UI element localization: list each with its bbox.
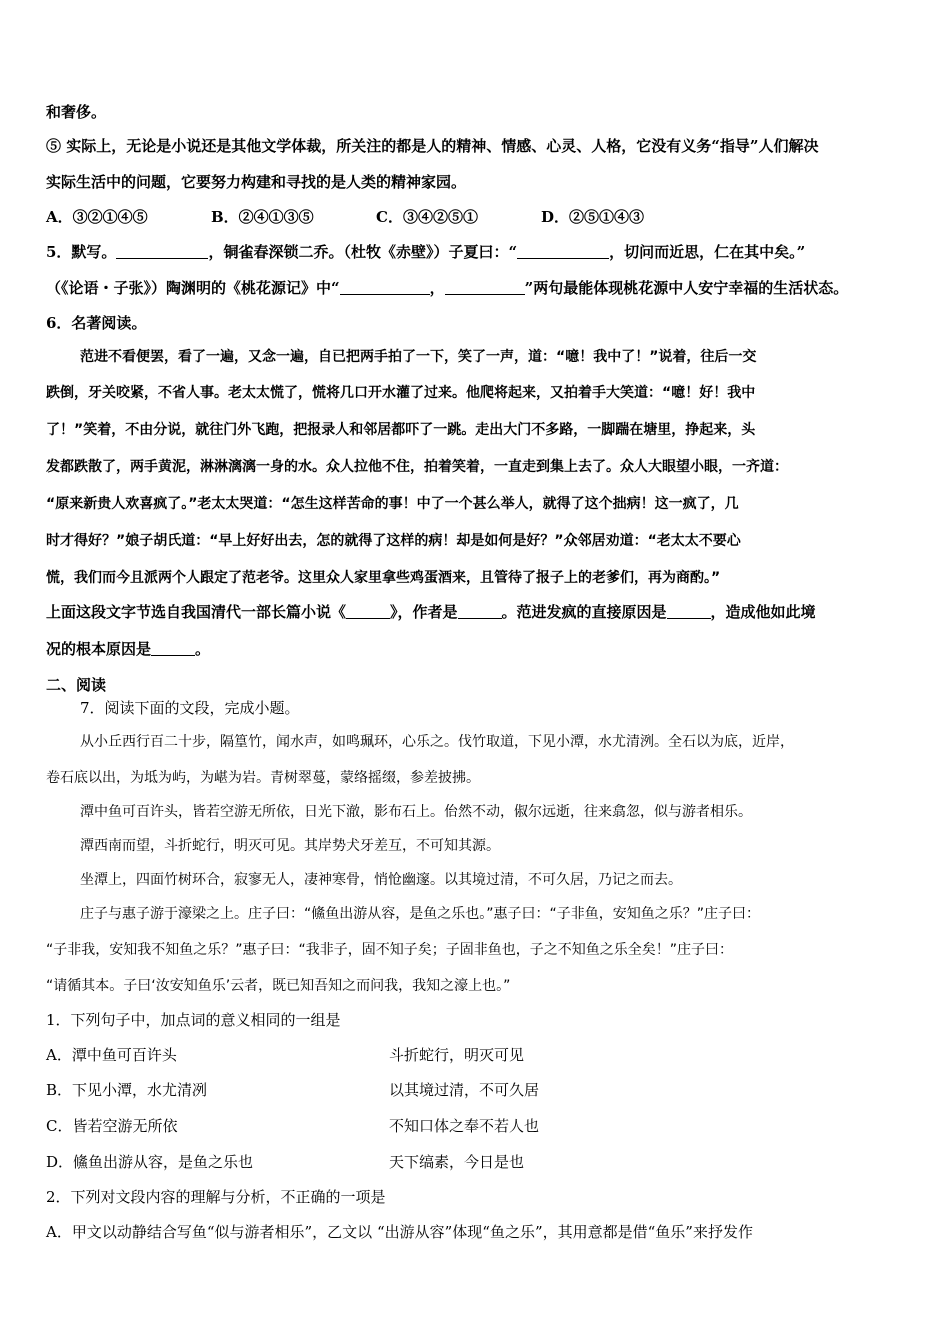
sub-q1-option-c (46, 1116, 906, 1136)
q4-option-b: B．②④①③⑤ (211, 208, 314, 226)
q4-options (46, 207, 644, 227)
q4-option-a: A．③②①④⑤ (46, 208, 148, 226)
blank-2 (517, 244, 609, 259)
q6-question-line-1 (46, 602, 816, 622)
novel-para-4: 发都跌散了，两手黄泥，淋淋漓漓一身的水。众人拉他不住，拍着笑着，一直走到集上去了。众人大眼望小眼，一齐道： (46, 459, 788, 475)
passage-line-7: “子非我，安知我不知鱼之乐？”惠子曰：“我非子，固不知子矣；子固非鱼也，子之不知鱼之乐全矣！”庄子曰： (46, 942, 734, 958)
novel-para-2: 跌倒，牙关咬紧，不省人事。老太太慌了，慌将几口开水灌了过来。他爬将起来，又拍着手大笑道：“噫！好！我中 (46, 385, 756, 401)
q6-text-5: 况的根本原因是 (46, 640, 152, 658)
passage-line-2: 卷石底以出，为坻为屿，为嵁为岩。青树翠蔓，蒙络摇缀，参差披拂。 (46, 770, 480, 786)
passage-line-8: “请循其本。子曰‘汝安知鱼乐’云者，既已知吾知之而问我，我知之濠上也。” (46, 978, 511, 994)
blank-1 (116, 244, 208, 259)
q5-text-1: ，铜雀春深锁二乔。（杜牧《赤壁》）子夏曰：“ (208, 243, 518, 261)
option-d-right: 天下缟素，今日是也 (389, 1153, 525, 1171)
q6-text-1: 上面这段文字节选自我国清代一部长篇小说《 (46, 603, 347, 621)
text-line-1: 和奢侈。 (46, 103, 107, 121)
blank-4 (445, 280, 525, 295)
q5-line-1 (46, 242, 805, 262)
sub-q1-option-a (46, 1045, 906, 1065)
q6-heading: 6．名著阅读。 (46, 314, 147, 332)
passage-line-3: 潭中鱼可百许头，皆若空游无所依，日光下澈，影布石上。佁然不动，俶尔远逝，往来翕忽，似与游者相乐。 (80, 804, 752, 820)
novel-para-1: 范进不看便罢，看了一遍，又念一遍，自已把两手拍了一下，笑了一声，道：“噫！我中了！”说着，往后一交 (80, 349, 757, 365)
q4-option-d: D．②⑤①④③ (541, 208, 645, 226)
option-d-left: D．鯈鱼出游从容，是鱼之乐也 (46, 1153, 254, 1171)
q5-text-3: （《论语・子张》）陶渊明的《桃花源记》中“ (46, 279, 340, 297)
sub-q1-option-b (46, 1080, 906, 1100)
option-c-right: 不知口体之奉不若人也 (389, 1117, 540, 1135)
sub-question-2: 2．下列对文段内容的理解与分析，不正确的一项是 (46, 1188, 386, 1206)
q5-text-5: ”两句最能体现桃花源中人安宁幸福的生活状态。 (524, 279, 849, 297)
option-b-right: 以其境过清，不可久居 (389, 1081, 540, 1099)
text-line-2: ⑤ 实际上，无论是小说还是其他文学体裁，所关注的都是人的精神、情感、心灵、人格，它没有义务“指导”人们解决 (46, 137, 819, 155)
q6-text-6: 。 (195, 640, 211, 658)
q6-text-2: 》，作者是 (390, 603, 458, 621)
passage-line-6: 庄子与惠子游于濠梁之上。庄子曰：“鯈鱼出游从容，是鱼之乐也。”惠子曰：“子非鱼，安知鱼之乐？”庄子曰： (80, 906, 761, 922)
option-a-right: 斗折蛇行，明灭可见 (389, 1046, 525, 1064)
q5-text-4: ， (429, 279, 445, 297)
sub-q2-option-a: A．甲文以动静结合写鱼“似与游者相乐”，乙文以 “出游从容”体现“鱼之乐”，其用意都是借“鱼乐”来抒发作 (46, 1223, 753, 1241)
sub-q1-option-d (46, 1152, 906, 1172)
q6-question-line-2 (46, 639, 210, 659)
q5-line-2 (46, 278, 848, 298)
q7-instruction: 7．阅读下面的文段，完成小题。 (80, 699, 300, 717)
novel-para-3: 了！”笑着，不由分说，就往门外飞跑，把报录人和邻居都吓了一跳。走出大门不多路，一脚踹在塘里，挣起来，头 (46, 422, 756, 438)
q6-text-3: 。范进发疯的直接原因是 (501, 603, 667, 621)
option-a-left: A．潭中鱼可百许头 (46, 1046, 177, 1064)
passage-line-1: 从小丘西行百二十步，隔篁竹，闻水声，如鸣珮环，心乐之。伐竹取道，下见小潭，水尤清洌。全石以为底，近岸， (80, 734, 794, 750)
option-c-left: C．皆若空游无所依 (46, 1117, 178, 1135)
blank-6 (458, 604, 502, 619)
blank-7 (667, 604, 711, 619)
option-b-left: B．下见小潭，水尤清冽 (46, 1081, 208, 1099)
novel-para-7: 慌，我们而今且派两个人跟定了范老爷。这里众人家里拿些鸡蛋酒来，且管待了报子上的老爹们，再为商酌。” (46, 570, 721, 586)
novel-para-5: “原来新贵人欢喜疯了。”老太太哭道：“怎生这样苦命的事！中了一个甚么举人，就得了这个拙病！这一疯了，几 (46, 496, 739, 512)
passage-line-5: 坐潭上，四面竹树环合，寂寥无人，凄神寒骨，悄怆幽邃。以其境过清，不可久居，乃记之而去。 (80, 872, 682, 888)
blank-5 (346, 604, 390, 619)
q6-text-4: ，造成他如此境 (710, 603, 816, 621)
q4-option-c: C．③④②⑤① (376, 208, 478, 226)
text-line-3: 实际生活中的问题，它要努力构建和寻找的是人类的精神家园。 (46, 173, 467, 191)
q5-label: 5．默写。 (46, 243, 117, 261)
passage-line-4: 潭西南而望，斗折蛇行，明灭可见。其岸势犬牙差互，不可知其源。 (80, 838, 500, 854)
blank-8 (151, 641, 195, 656)
blank-3 (340, 280, 430, 295)
q5-text-2: ，切问而近思，仁在其中矣。” (609, 243, 806, 261)
novel-para-6: 时才得好？”娘子胡氏道：“早上好好出去，怎的就得了这样的病！却是如何是好？”众邻居劝道：“老太太不要心 (46, 533, 741, 549)
section-heading-reading: 二、阅读 (46, 676, 107, 694)
sub-question-1: 1．下列句子中，加点词的意义相同的一组是 (46, 1011, 341, 1029)
